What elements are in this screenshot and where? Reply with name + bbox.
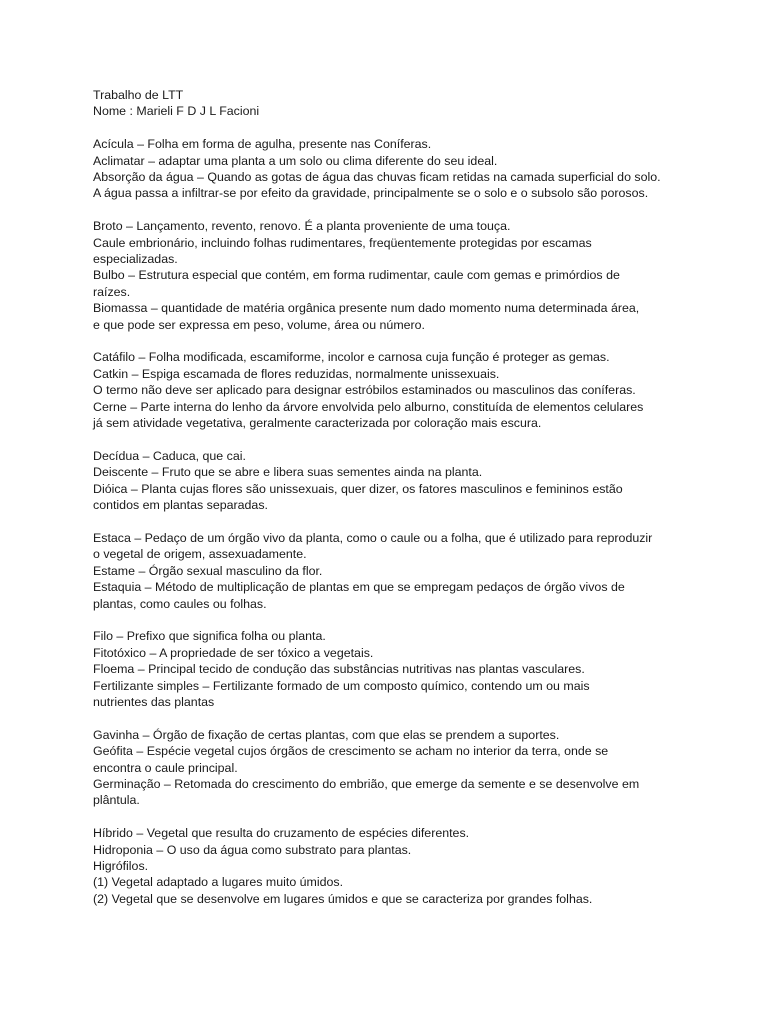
glossary-line: o vegetal de origem, assexuadamente. <box>93 547 307 562</box>
glossary-line: Broto – Lançamento, revento, renovo. É a planta proveniente de uma touça. <box>93 219 511 234</box>
glossary-line: Hidroponia – O uso da água como substrato para plantas. <box>93 842 412 857</box>
author-name: Nome : Marieli F D J L Facioni <box>93 104 260 119</box>
glossary-line: plantas, como caules ou folhas. <box>93 596 267 611</box>
glossary-line: já sem atividade vegetativa, geralmente caracterizada por coloração mais escura. <box>93 416 542 431</box>
glossary-line: Híbrido – Vegetal que resulta do cruzamento de espécies diferentes. <box>93 826 470 841</box>
glossary-sections <box>93 120 693 907</box>
glossary-line: raízes. <box>93 284 131 299</box>
section-spacer <box>93 431 693 447</box>
glossary-section <box>93 136 693 202</box>
glossary-line: Floema – Principal tecido de condução das substâncias nutritivas nas plantas vasculares. <box>93 662 585 677</box>
glossary-line: Gavinha – Órgão de fixação de certas plantas, com que elas se prendem a suportes. <box>93 727 560 742</box>
section-spacer <box>93 612 693 628</box>
glossary-line: Bulbo – Estrutura especial que contém, em forma rudimentar, caule com gemas e primórdios de <box>93 268 620 283</box>
glossary-section <box>93 825 693 907</box>
glossary-section <box>93 727 693 809</box>
section-spacer <box>93 514 693 530</box>
glossary-line: Cerne – Parte interna do lenho da árvore envolvida pelo alburno, constituída de elementos celulares <box>93 399 644 414</box>
glossary-section <box>93 218 693 333</box>
glossary-line: Caule embrionário, incluindo folhas rudimentares, freqüentemente protegidas por escamas <box>93 235 592 250</box>
glossary-line: Absorção da água – Quando as gotas de água das chuvas ficam retidas na camada superficial do solo. <box>93 170 661 185</box>
section-spacer <box>93 120 693 136</box>
glossary-line: encontra o caule principal. <box>93 760 238 775</box>
glossary-line: contidos em plantas separadas. <box>93 498 268 513</box>
glossary-line: Geófita – Espécie vegetal cujos órgãos de crescimento se acham no interior da terra, onde se <box>93 744 609 759</box>
section-spacer <box>93 710 693 726</box>
glossary-line: Dióica – Planta cujas flores são unissexuais, quer dizer, os fatores masculinos e femininos estão <box>93 481 623 496</box>
document-title: Trabalho de LTT <box>93 88 184 102</box>
glossary-line: Fitotóxico – A propriedade de ser tóxico a vegetais. <box>93 645 374 660</box>
glossary-line: (1) Vegetal adaptado a lugares muito úmidos. <box>93 875 344 890</box>
glossary-line: Deiscente – Fruto que se abre e libera suas sementes ainda na planta. <box>93 465 483 480</box>
glossary-line: Catáfilo – Folha modificada, escamiforme, incolor e carnosa cuja função é proteger as gemas. <box>93 350 610 365</box>
glossary-line: Higrófilos. <box>93 858 149 873</box>
glossary-line: O termo não deve ser aplicado para designar estróbilos estaminados ou masculinos das coníferas. <box>93 383 636 398</box>
glossary-line: (2) Vegetal que se desenvolve em lugares úmidos e que se caracteriza por grandes folhas. <box>93 891 593 906</box>
glossary-line: Acícula – Folha em forma de agulha, presente nas Coníferas. <box>93 137 432 152</box>
glossary-section <box>93 530 693 612</box>
glossary-line: A água passa a infiltrar-se por efeito da gravidade, principalmente se o solo e o subsolo são porosos. <box>93 186 649 201</box>
glossary-section <box>93 448 693 514</box>
glossary-section <box>93 349 693 431</box>
section-spacer <box>93 809 693 825</box>
glossary-line: Estame – Órgão sexual masculino da flor. <box>93 563 323 578</box>
section-spacer <box>93 202 693 218</box>
glossary-line: e que pode ser expressa em peso, volume, área ou número. <box>93 317 425 332</box>
glossary-line: Filo – Prefixo que significa folha ou planta. <box>93 629 326 644</box>
document-body <box>93 87 693 907</box>
glossary-section <box>93 628 693 710</box>
glossary-line: nutrientes das plantas <box>93 694 215 709</box>
glossary-line: plântula. <box>93 793 140 808</box>
glossary-line: Decídua – Caduca, que cai. <box>93 448 246 463</box>
glossary-line: Estaca – Pedaço de um órgão vivo da planta, como o caule ou a folha, que é utilizado para reproduzir <box>93 530 653 545</box>
glossary-line: Estaquia – Método de multiplicação de plantas em que se empregam pedaços de órgão vivos de <box>93 580 625 595</box>
glossary-line: Aclimatar – adaptar uma planta a um solo ou clima diferente do seu ideal. <box>93 153 498 168</box>
glossary-line: Fertilizante simples – Fertilizante formado de um composto químico, contendo um ou mais <box>93 678 590 693</box>
section-spacer <box>93 333 693 349</box>
glossary-line: Biomassa – quantidade de matéria orgânica presente num dado momento numa determinada área, <box>93 301 640 316</box>
glossary-line: Catkin – Espiga escamada de flores reduzidas, normalmente unissexuais. <box>93 366 500 381</box>
glossary-line: Germinação – Retomada do crescimento do embrião, que emerge da semente e se desenvolve em <box>93 776 640 791</box>
glossary-line: especializadas. <box>93 252 178 267</box>
